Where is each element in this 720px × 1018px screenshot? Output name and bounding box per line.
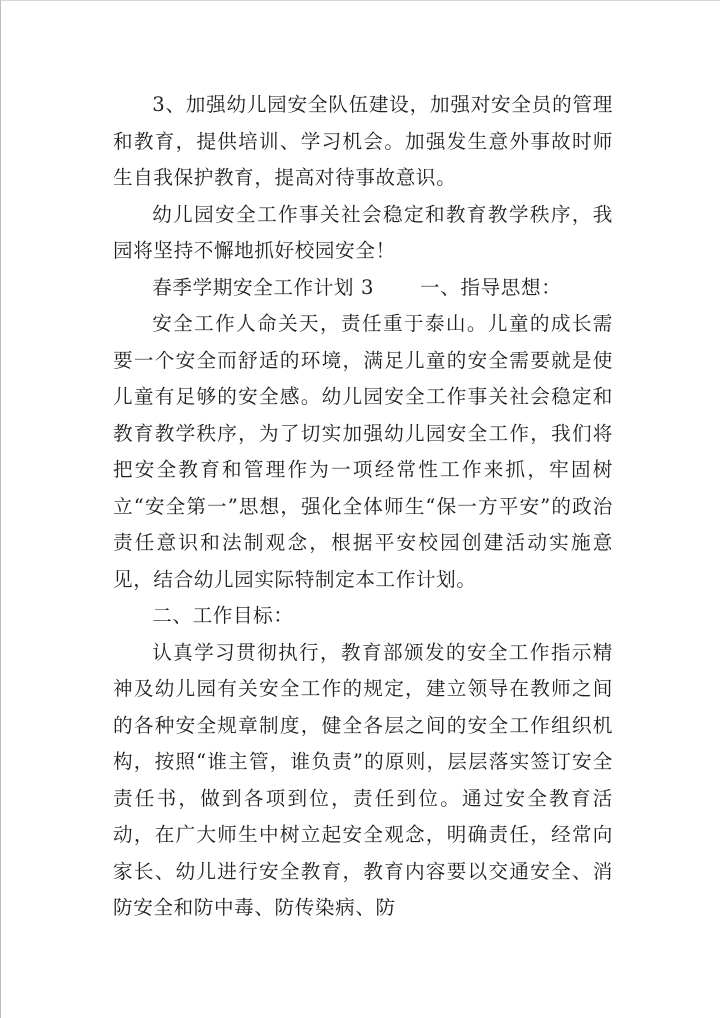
plan-title: 春季学期安全工作计划 3 — [152, 275, 375, 299]
paragraph-guiding-ideology: 安全工作人命关天，责任重于泰山。儿童的成长需要一个安全而舒适的环境，满足儿童的安全需要就是使儿童有足够的安全感。幼儿园安全工作事关社会稳定和教育教学秩序，为了切实加强幼儿园安全工作，我们将把安全教育和管理作为一项经常性工作来抓，牢固树立“安全第一”思想，强化全体师生“保一方平安”的政治责任意识和法制观念，根据平安校园创建活动实施意见，结合幼儿园实际特制定本工作计划。 — [113, 312, 613, 591]
paragraph-work-goals: 认真学习贯彻执行，教育部颁发的安全工作指示精神及幼儿园有关安全工作的规定，建立领导在教师之间的各种安全规章制度，健全各层之间的安全工作组织机构，按照“谁主管，谁负责”的原则，层层落实签订安全责任书，做到各项到位，责任到位。通过安全教育活动，在广大师生中树立起安全观念，明确责任，经常向家长、幼儿进行安全教育，教育内容要以交通安全、消防安全和防中毒、防传染病、防 — [113, 640, 613, 919]
heading-line — [113, 270, 613, 307]
section-heading-guiding-ideology: 一、指导思想： — [420, 275, 562, 299]
paragraph-campus-safety: 幼儿园安全工作事关社会稳定和教育教学秩序，我园将坚持不懈地抓好校园安全！ — [113, 202, 613, 262]
section-heading-work-goals: 二、工作目标： — [152, 604, 294, 627]
paragraph-team-building: 3、加强幼儿园安全队伍建设，加强对安全员的管理和教育，提供培训、学习机会。加强发生意外事故时师生自我保护教育，提高对待事故意识。 — [113, 93, 613, 189]
document-body — [113, 87, 613, 927]
